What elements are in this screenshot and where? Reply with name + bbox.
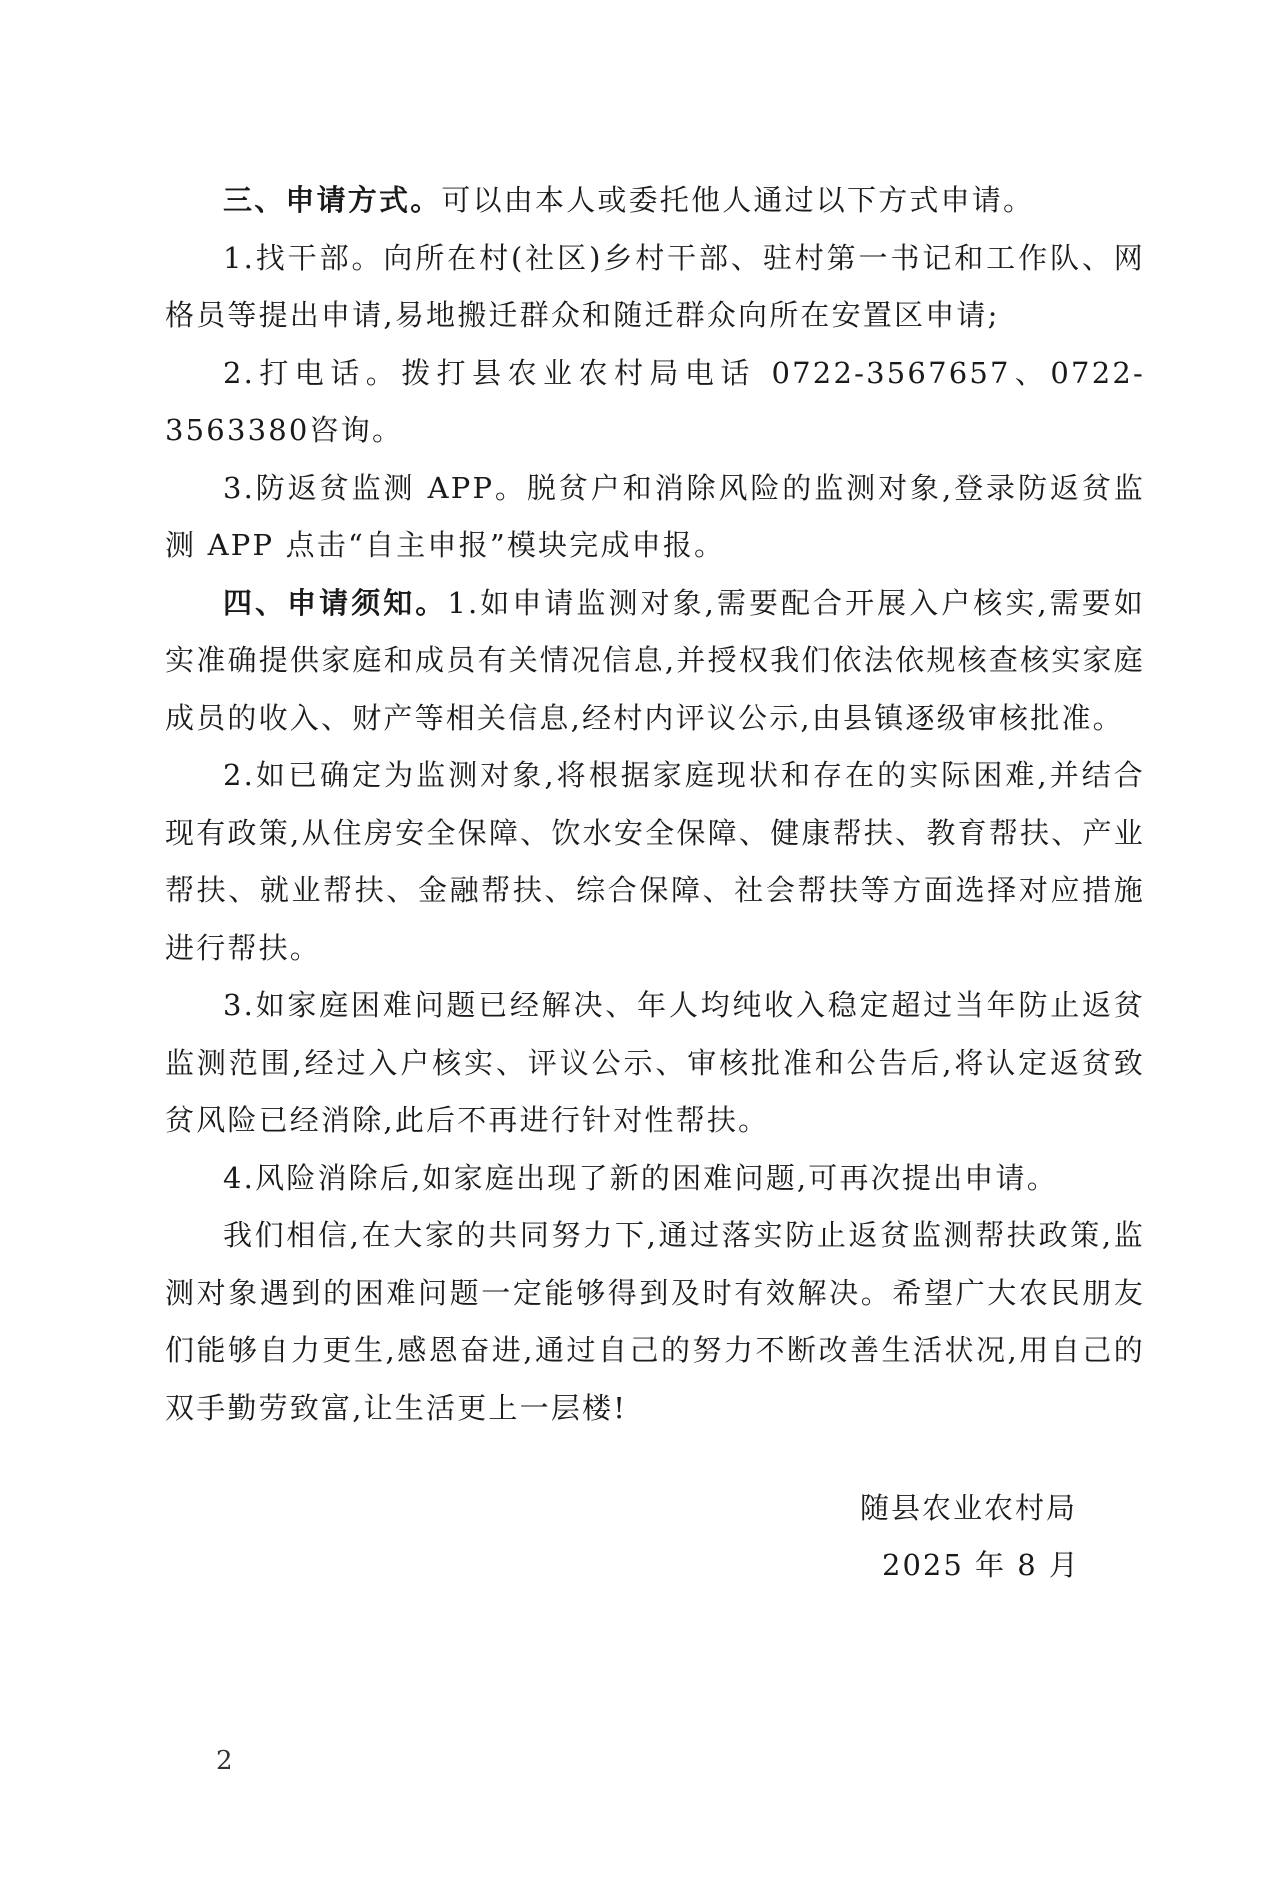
paragraph-text: 1.找干部。向所在村(社区)乡村干部、驻村第一书记和工作队、网格员等提出申请,易地搬迁群众和随迁群众向所在安置区申请;	[165, 240, 1145, 332]
paragraph-monitoring-measures	[165, 747, 1145, 977]
paragraph-phone	[165, 345, 1145, 460]
paragraph-text: 2.打电话。拨打县农业农村局电话 0722-3567657、0722-3563380咨询。	[165, 355, 1145, 447]
signature-date: 2025 年 8 月	[882, 1548, 1080, 1582]
paragraph-text: 2.如已确定为监测对象,将根据家庭现状和存在的实际困难,并结合现有政策,从住房安全保障、饮水安全保障、健康帮扶、教育帮扶、产业帮扶、就业帮扶、金融帮扶、综合保障、社会帮扶等方面选择对应措施进行帮扶。	[165, 758, 1145, 965]
paragraph-application-methods	[165, 172, 1145, 230]
document-body	[165, 172, 1145, 1437]
paragraph-text: 1.如申请监测对象,需要配合开展入户核实,需要如实准确提供家庭和成员有关情况信息,并授权我们依法依规核查核实家庭成员的收入、财产等相关信息,经村内评议公示,由县镇逐级审核批准。	[165, 585, 1145, 735]
paragraph-text: 可以由本人或委托他人通过以下方式申请。	[441, 183, 1035, 217]
paragraph-application-notice	[165, 575, 1145, 748]
section-heading-application-notice: 四、申请须知。	[223, 585, 448, 620]
paragraph-app	[165, 460, 1145, 575]
signature-organization: 随县农业农村局	[860, 1491, 1078, 1525]
paragraph-text: 3.防返贫监测 APP。脱贫户和消除风险的监测对象,登录防返贫监测 APP 点击“自主申报”模块完成申报。	[165, 470, 1145, 562]
signature-block	[860, 1480, 1100, 1594]
paragraph-text: 3.如家庭困难问题已经解决、年人均纯收入稳定超过当年防止返贫监测范围,经过入户核实、评议公示、审核批准和公告后,将认定返贫致贫风险已经消除,此后不再进行针对性帮扶。	[165, 988, 1145, 1137]
paragraph-risk-elimination	[165, 977, 1145, 1150]
page-number: 2	[216, 1746, 233, 1776]
paragraph-find-cadre	[165, 230, 1145, 345]
paragraph-reapply	[165, 1150, 1145, 1208]
section-heading-application-methods: 三、申请方式。	[223, 183, 442, 217]
paragraph-closing	[165, 1207, 1145, 1437]
paragraph-text: 我们相信,在大家的共同努力下,通过落实防止返贫监测帮扶政策,监测对象遇到的困难问题一定能够得到及时有效解决。希望广大农民朋友们能够自力更生,感恩奋进,通过自己的努力不断改善生活状况,用自己的双手勤劳致富,让生活更上一层楼!	[165, 1218, 1145, 1425]
paragraph-text: 4.风险消除后,如家庭出现了新的困难问题,可再次提出申请。	[223, 1160, 1058, 1195]
